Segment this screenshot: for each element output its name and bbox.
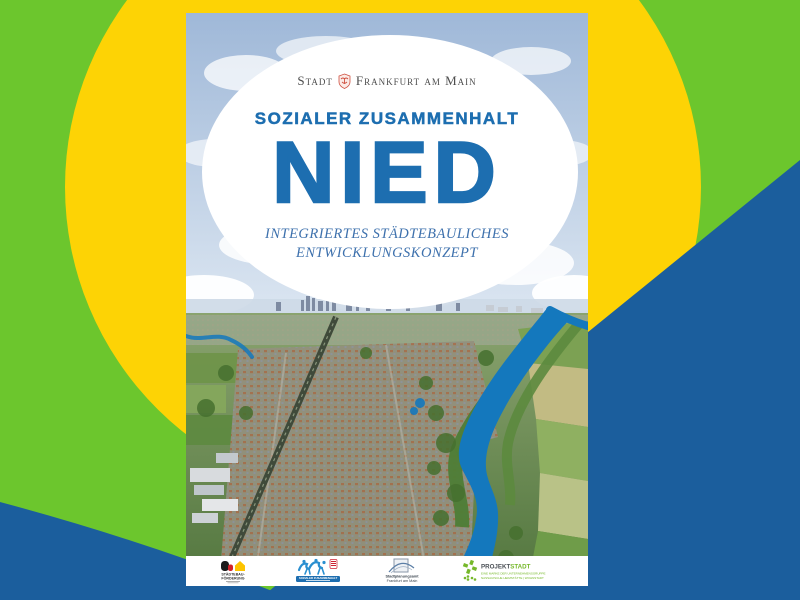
yellow-house-shape — [235, 561, 245, 571]
figures-graphic — [299, 562, 322, 570]
stadt-label: Stadt — [297, 73, 333, 88]
subtitle — [186, 225, 588, 264]
stadtplanungsamt-logo — [380, 558, 424, 584]
projektstadt-logo — [461, 558, 561, 584]
fine-print-bar — [227, 582, 238, 583]
page-title: NIED — [272, 125, 502, 221]
band-subline-bar — [306, 580, 330, 581]
logo-caption: Frankfurt am Main — [386, 578, 418, 583]
logo-caption: EINE MARKE DER UNTERNEHMENSGRUPPE — [481, 571, 546, 576]
program-kicker: SOZIALER ZUSAMMENHALT — [254, 109, 520, 128]
stadt-frankfurt-logo — [186, 73, 588, 89]
footer-logo-strip — [186, 556, 588, 586]
svg-text:PROJEKTSTADT — [481, 564, 531, 571]
figure-head — [315, 559, 318, 562]
red-arch-shape — [228, 565, 233, 572]
logo-caption: Stadtplanungsamt — [385, 574, 419, 579]
cover-text — [186, 73, 588, 264]
logo-caption: STÄDTEBAU- — [221, 572, 245, 577]
figure-head — [323, 561, 326, 564]
staedtebaufoerderung-logo — [213, 558, 257, 584]
subtitle-line-2: ENTWICKLUNGSKONZEPT — [296, 245, 478, 262]
logo-caption: NASSAUISCHE HEIMSTÄTTE | WOHNSTADT — [481, 575, 545, 580]
dot-cluster — [464, 575, 477, 581]
brand-green: STADT — [510, 563, 531, 571]
logo-caption: FÖRDERUNG — [221, 576, 245, 581]
program-band-text: SOZIALER ZUSAMMENHALT — [299, 576, 338, 580]
pinwheel-icon — [461, 558, 479, 576]
sozialer-zusammenhalt-hessen-logo — [294, 558, 342, 584]
cover-page — [186, 13, 588, 586]
frankfurt-label: Frankfurt am Main — [355, 73, 477, 88]
black-arch-shape — [221, 561, 229, 571]
fine-print-bar — [226, 581, 240, 582]
frankfurt-eagle-crest-icon — [338, 73, 351, 89]
brand-dark: PROJEKT — [481, 563, 511, 571]
subtitle-line-1: INTEGRIERTES STÄDTEBAULICHES — [265, 225, 509, 242]
figure-head — [303, 560, 306, 563]
